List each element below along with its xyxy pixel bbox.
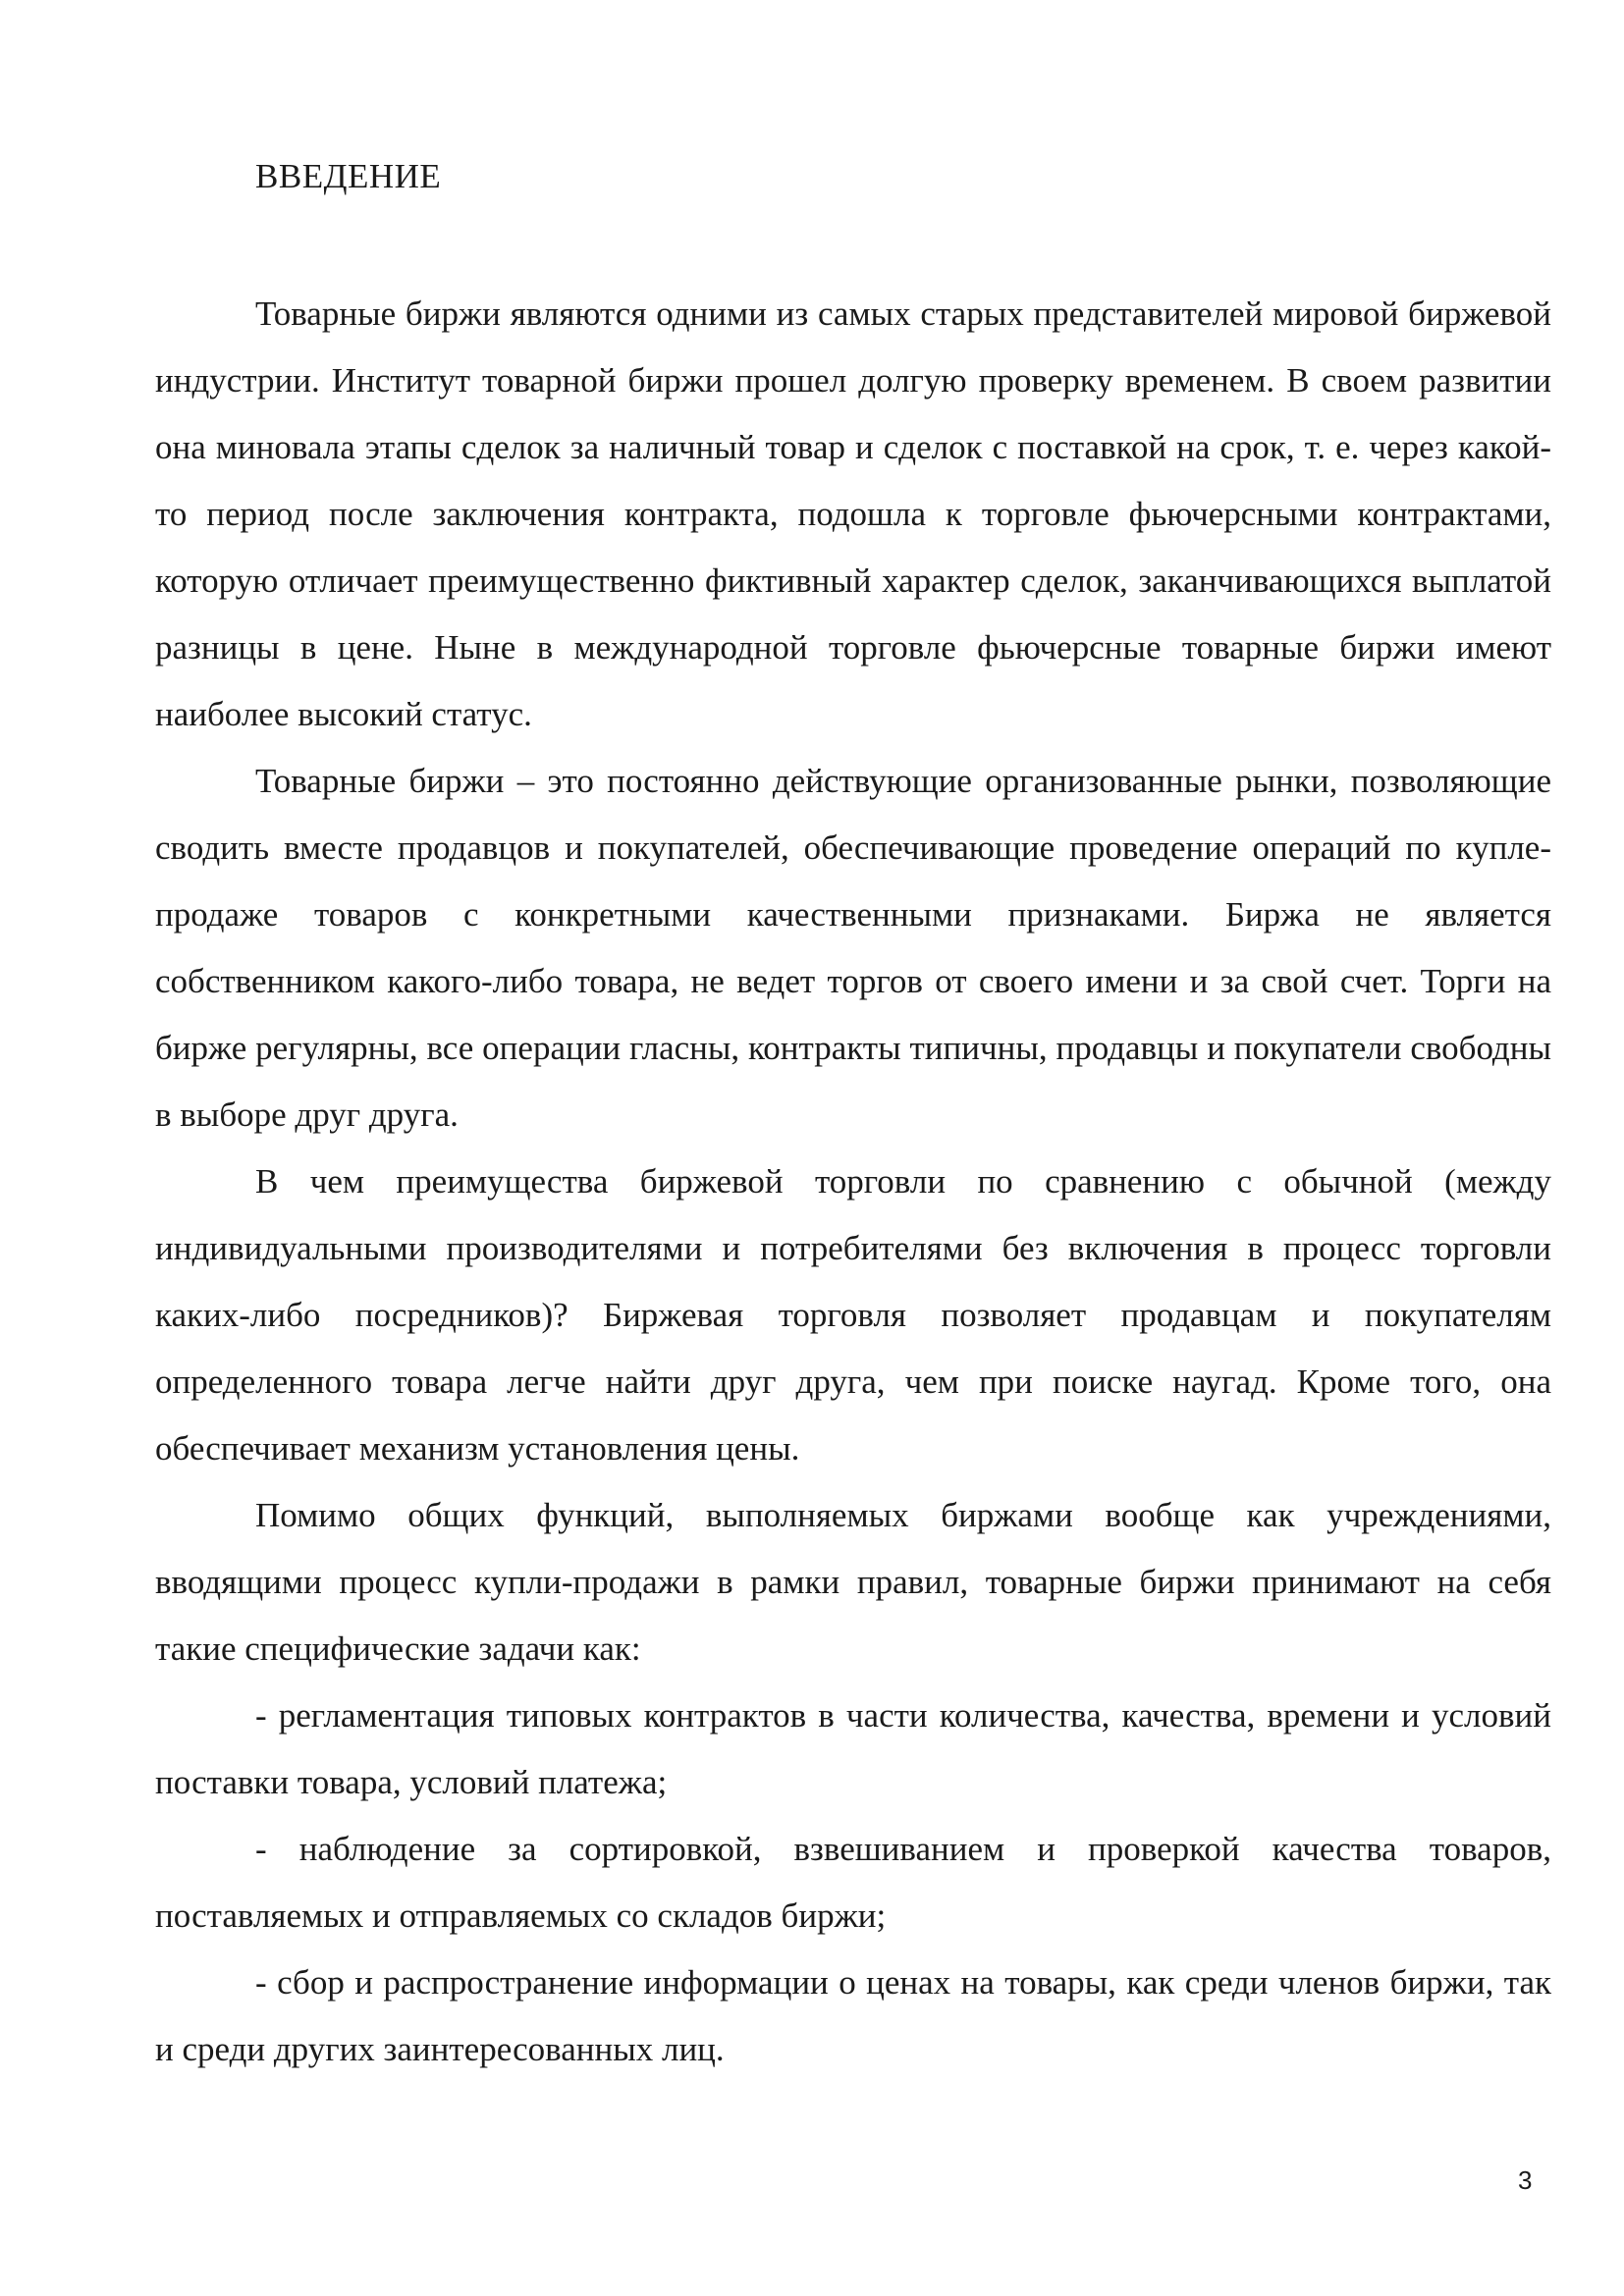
list-item: - наблюдение за сортировкой, взвешиванием и проверкой качества товаров, поставляемых и отправляемых со складов биржи;: [155, 1830, 1551, 1935]
section-heading: ВВЕДЕНИЕ: [255, 157, 442, 195]
paragraph: В чем преимущества биржевой торговли по сравнению с обычной (между индивидуальными производителями и потребителями без включения в процесс торговли каких-либо посредников)? Биржевая торговля позволяет продавцам и покупателям определенного товара легче найти друг друга, чем при поиске наугад. Кроме того, она обеспечивает механизм установления цены.: [155, 1162, 1551, 1468]
paragraph: Товарные биржи являются одними из самых старых представителей мировой биржевой индустрии. Институт товарной биржи прошел долгую проверку временем. В своем развитии она миновала этапы сделок за наличный товар и сделок с поставкой на срок, т. е. через какой-то период после заключения контракта, подошла к торговле фьючерсными контрактами, которую отличает преимущественно фиктивный характер сделок, заканчивающихся выплатой разницы в цене. Ныне в международной торговле фьючерсные товарные биржи имеют наиболее высокий статус.: [155, 294, 1551, 733]
paragraph: Помимо общих функций, выполняемых биржами вообще как учреждениями, вводящими процесс купли-продажи в рамки правил, товарные биржи принимают на себя такие специфические задачи как:: [155, 1496, 1551, 1668]
paragraph: Товарные биржи – это постоянно действующие организованные рынки, позволяющие сводить вместе продавцов и покупателей, обеспечивающие проведение операций по купле-продаже товаров с конкретными качественными признаками. Биржа не является собственником какого-либо товара, не ведет торгов от своего имени и за свой счет. Торги на бирже регулярны, все операции гласны, контракты типичны, продавцы и покупатели свободны в выборе друг друга.: [155, 762, 1551, 1134]
list-item: - сбор и распространение информации о ценах на товары, как среди членов биржи, так и среди других заинтересованных лиц.: [155, 1963, 1551, 2068]
page-number: 3: [1518, 2165, 1533, 2195]
list-item: - регламентация типовых контрактов в части количества, качества, времени и условий поставки товара, условий платежа;: [155, 1696, 1551, 1801]
document-page: [155, 147, 1551, 2083]
